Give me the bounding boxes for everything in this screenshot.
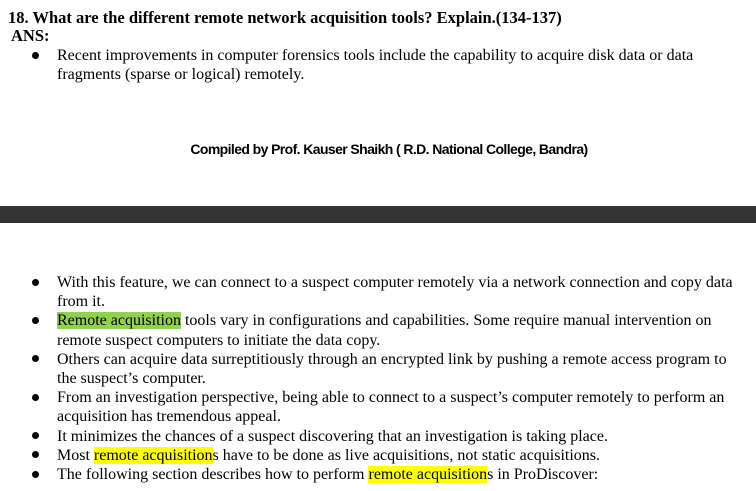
- list-item: [0, 350, 756, 388]
- bullet-icon: [32, 394, 39, 401]
- page-footer-credit: Compiled by Prof. Kauser Shaikh ( R.D. National College, Bandra): [190, 141, 588, 157]
- bullet-text: Others can acquire data surreptitiously through an encrypted link by pushing a remote access program to the suspect’s computer.: [57, 350, 727, 388]
- list-item: [0, 465, 756, 484]
- list-item: [0, 388, 756, 426]
- bullet-text: With this feature, we can connect to a suspect computer remotely via a network connection and copy data from it.: [57, 274, 733, 311]
- bullet-icon: [32, 451, 39, 458]
- bullet-text: tools vary in configurations and capabilities. Some require manual intervention on remote suspect computers to initiate the data copy.: [57, 312, 712, 349]
- answer-label: ANS:: [11, 26, 50, 45]
- list-item: [0, 427, 756, 446]
- list-item: [0, 273, 756, 311]
- bullet-text: From an investigation perspective, being able to connect to a suspect’s computer remotely to perform an acquisition has tremendous appeal.: [57, 389, 725, 426]
- highlighted-text: remote acquisition: [368, 466, 488, 484]
- bullet-text: s in ProDiscover:: [487, 466, 599, 484]
- page-break-divider: [0, 206, 756, 223]
- highlighted-text: remote acquisition: [93, 446, 213, 464]
- list-item: [0, 311, 756, 349]
- bullet-icon: [32, 355, 39, 362]
- bullet-text: Recent improvements in computer forensics tools include the capability to acquire disk data or data fragments (sparse or logical) remotely.: [57, 47, 694, 84]
- list-item: [0, 446, 756, 465]
- bullet-icon: [32, 279, 39, 286]
- intro-bullet-list: [0, 46, 756, 84]
- bullet-text: It minimizes the chances of a suspect discovering that an investigation is taking place.: [57, 427, 608, 445]
- bullet-icon: [32, 471, 39, 478]
- list-item: [0, 46, 756, 84]
- highlighted-text: Remote acquisition: [57, 312, 181, 330]
- bullet-icon: [32, 52, 39, 59]
- bullet-icon: [32, 432, 39, 439]
- bullet-text: The following section describes how to perform: [57, 466, 369, 484]
- main-bullet-list: [0, 273, 756, 484]
- bullet-icon: [32, 317, 39, 324]
- bullet-text: s have to be done as live acquisitions, not static acquisitions.: [212, 446, 601, 464]
- bullet-text: Most: [57, 446, 94, 464]
- question-heading: 18. What are the different remote network acquisition tools? Explain.(134-137): [8, 8, 562, 27]
